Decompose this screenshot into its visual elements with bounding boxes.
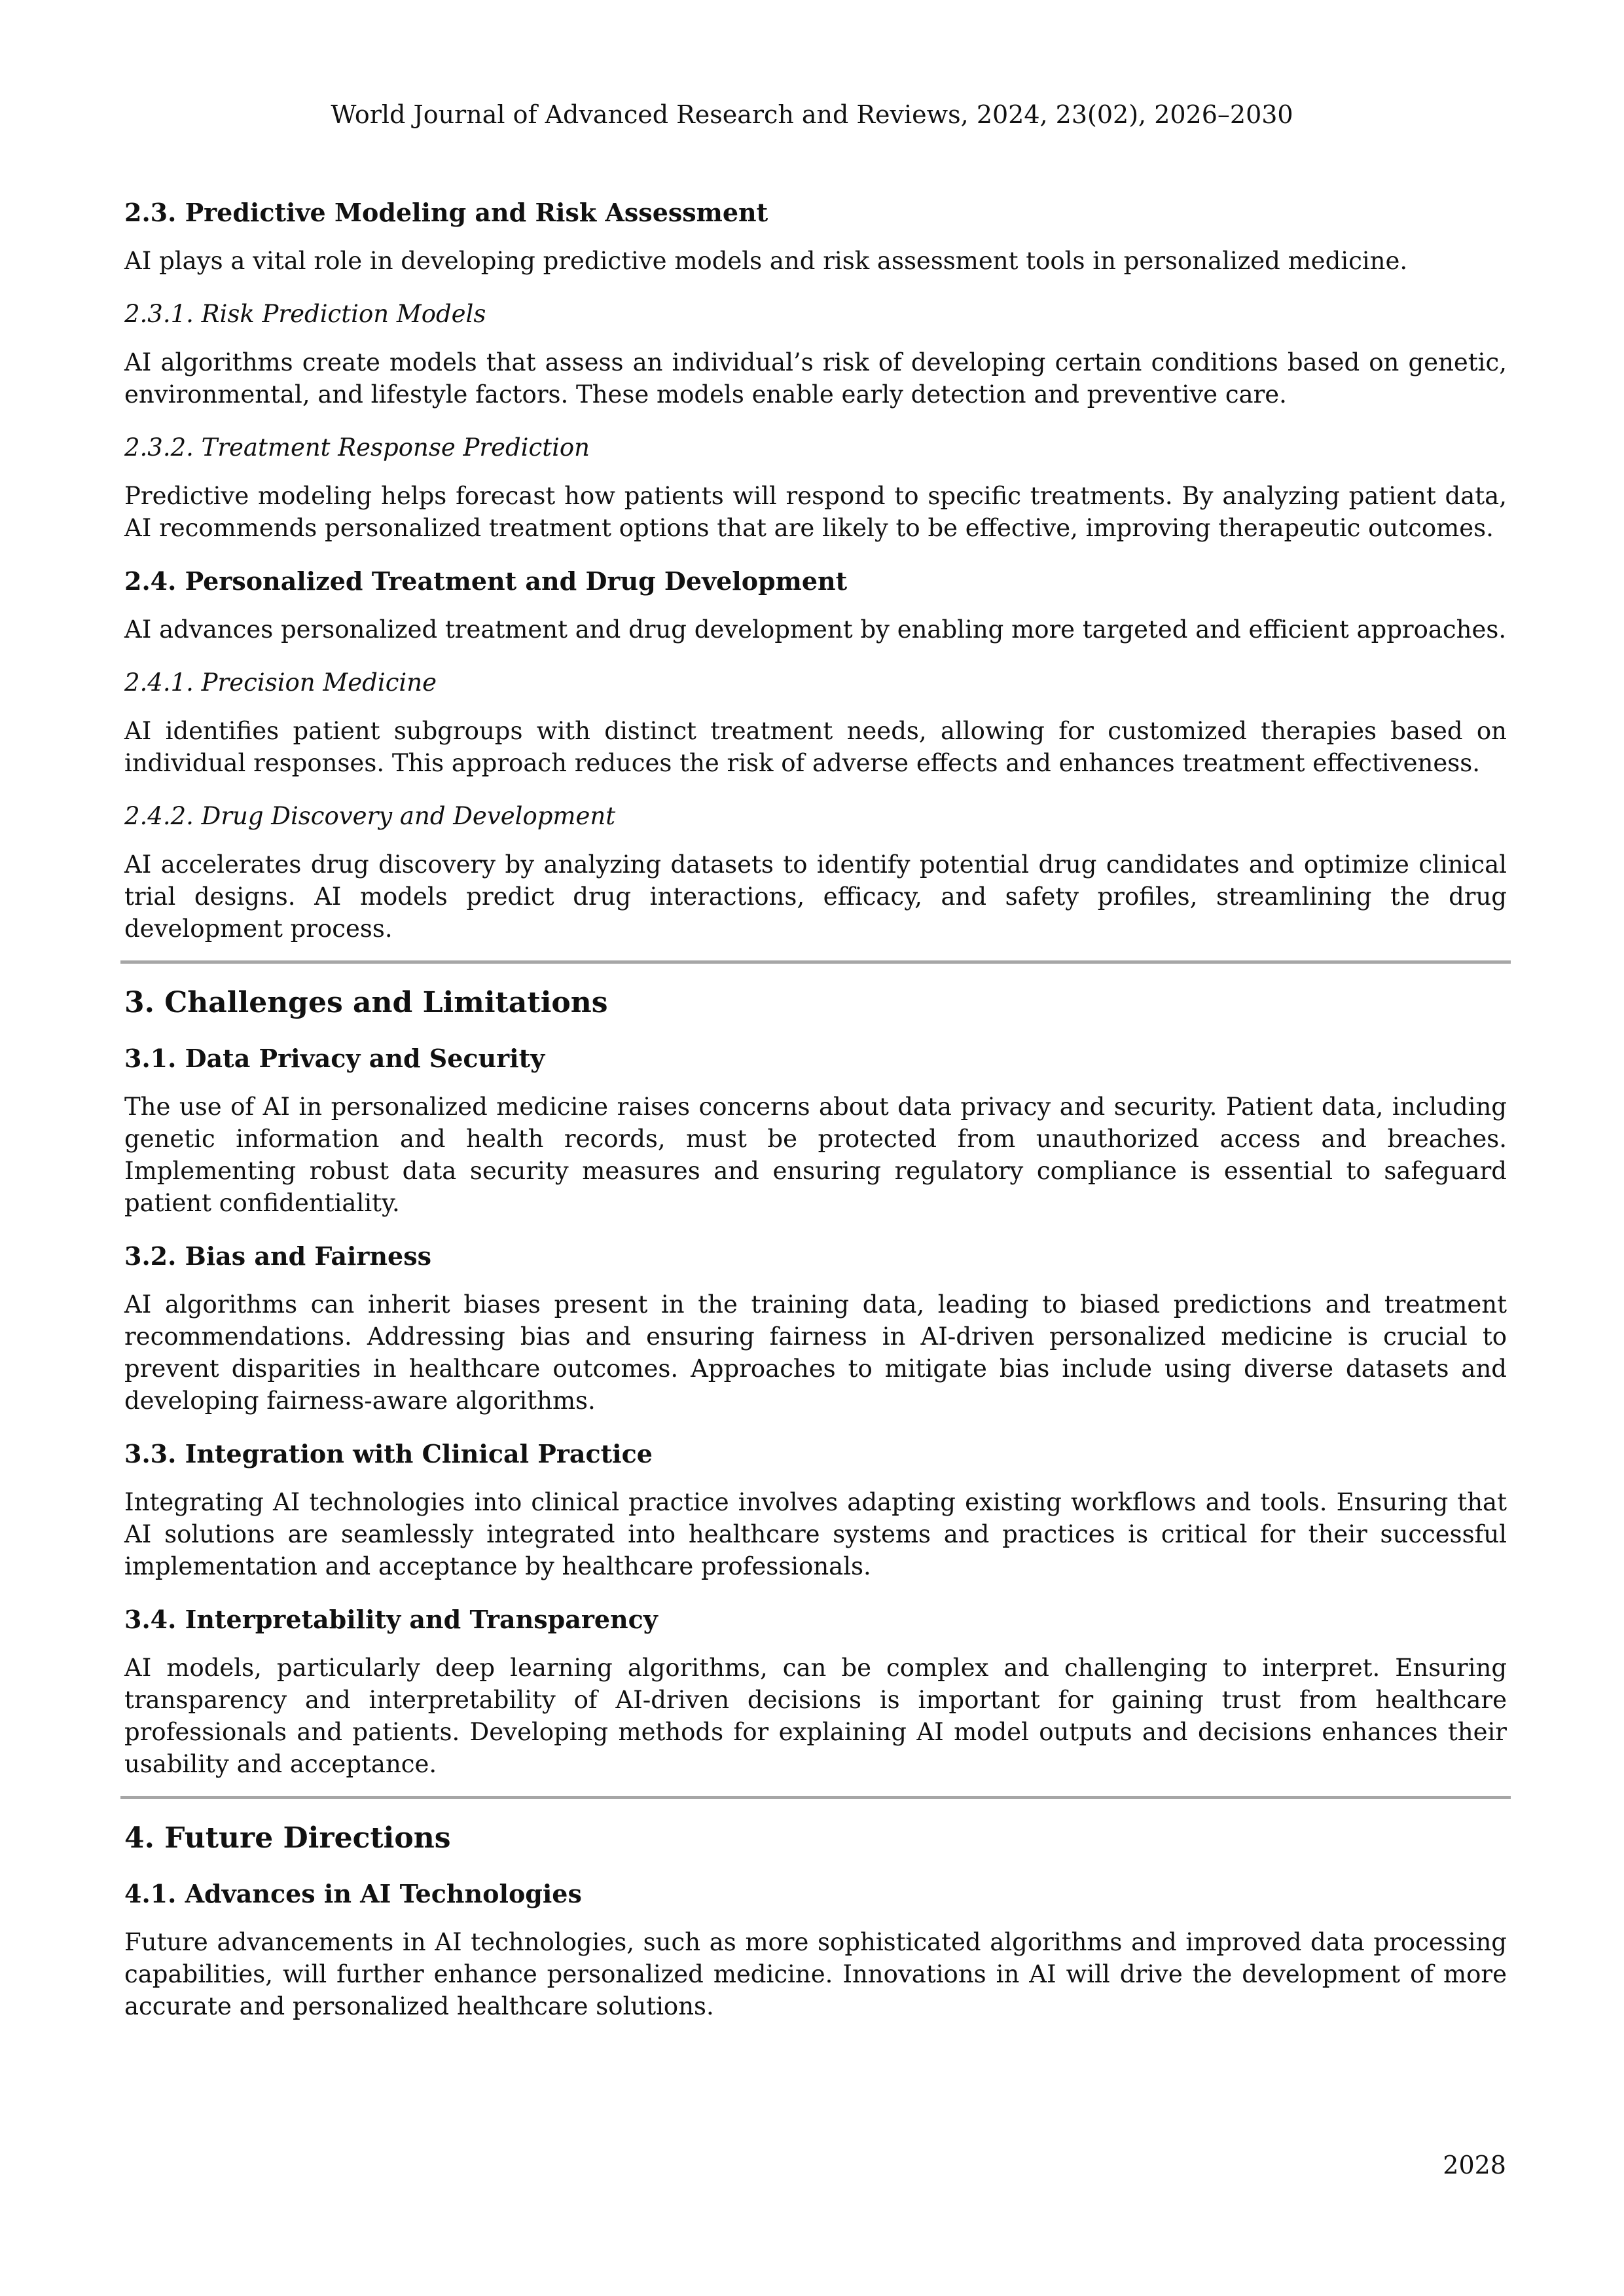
section-heading-4: 4. Future Directions [124,1821,451,1855]
subsection-heading-2-3-2: 2.3.2. Treatment Response Prediction [124,433,590,462]
section-heading-3: 3. Challenges and Limitations [124,986,608,1019]
subsection-2-3-2-body: Predictive modeling helps forecast how patients will respond to specific treatments. By analyzing patient data, AI recommends personalized treatment options that are likely to be effective, improving therapeutic outcomes. [124,482,1507,542]
page-number: 2028 [1443,2151,1506,2179]
section-heading-3-3: 3.3. Integration with Clinical Practice [124,1439,653,1468]
section-3-4-body: AI models, particularly deep learning algorithms, can be complex and challenging to interpret. Ensuring transparency and interpretability of AI-driven decisions is important for gaining trust from healthcare professionals and patients. Developing methods for explaining AI model outputs and decisions enhances their usability and acceptance. [124,1654,1507,1778]
section-2-3-intro: AI plays a vital role in developing predictive models and risk assessment tools in personalized medicine. [124,247,1408,275]
page-content [124,196,1507,2022]
section-3-3-body: Integrating AI technologies into clinical practice involves adapting existing workflows and tools. Ensuring that AI solutions are seamlessly integrated into healthcare systems and practices is critical for their successful implementation and acceptance by healthcare professionals. [124,1488,1507,1580]
section-3-1-body: The use of AI in personalized medicine raises concerns about data privacy and security. Patient data, including genetic information and health records, must be protected from unauthorized access and breaches. Implementing robust data security measures and ensuring regulatory compliance is essential to safeguard patient confidentiality. [124,1093,1507,1217]
section-3-2-body: AI algorithms can inherit biases present in the training data, leading to biased predictions and treatment recommendations. Addressing bias and ensuring fairness in AI-driven personalized medicine is crucial to prevent disparities in healthcare outcomes. Approaches to mitigate bias include using diverse datasets and developing fairness-aware algorithms. [124,1290,1507,1415]
section-4-1-body: Future advancements in AI technologies, such as more sophisticated algorithms and improved data processing capabilities, will further enhance personalized medicine. Innovations in AI will drive the development of more accurate and personalized healthcare solutions. [124,1928,1507,2020]
subsection-2-3-1-body: AI algorithms create models that assess an individual’s risk of developing certain conditions based on genetic, environmental, and lifestyle factors. These models enable early detection and preventive care. [124,348,1507,409]
running-header: World Journal of Advanced Research and Reviews, 2024, 23(02), 2026–2030 [331,100,1293,129]
section-heading-2-4: 2.4. Personalized Treatment and Drug Development [124,566,848,596]
section-heading-3-2: 3.2. Bias and Fairness [124,1241,431,1271]
subsection-2-4-2-body: AI accelerates drug discovery by analyzing datasets to identify potential drug candidates and optimize clinical trial designs. AI models predict drug interactions, efficacy, and safety profiles, streamlining the drug development process. [124,850,1507,943]
section-heading-4-1: 4.1. Advances in AI Technologies [124,1879,582,1908]
subsection-heading-2-4-1: 2.4.1. Precision Medicine [124,668,437,697]
subsection-heading-2-4-2: 2.4.2. Drug Discovery and Development [124,802,616,830]
section-heading-2-3: 2.3. Predictive Modeling and Risk Assessment [124,198,768,227]
section-heading-3-4: 3.4. Interpretability and Transparency [124,1605,658,1634]
subsection-heading-2-3-1: 2.3.1. Risk Prediction Models [124,300,486,328]
section-heading-3-1: 3.1. Data Privacy and Security [124,1044,545,1073]
subsection-2-4-1-body: AI identifies patient subgroups with distinct treatment needs, allowing for customized therapies based on individual responses. This approach reduces the risk of adverse effects and enhances treatment effectiveness. [124,717,1507,777]
section-2-4-intro: AI advances personalized treatment and drug development by enabling more targeted and efficient approaches. [124,615,1507,644]
